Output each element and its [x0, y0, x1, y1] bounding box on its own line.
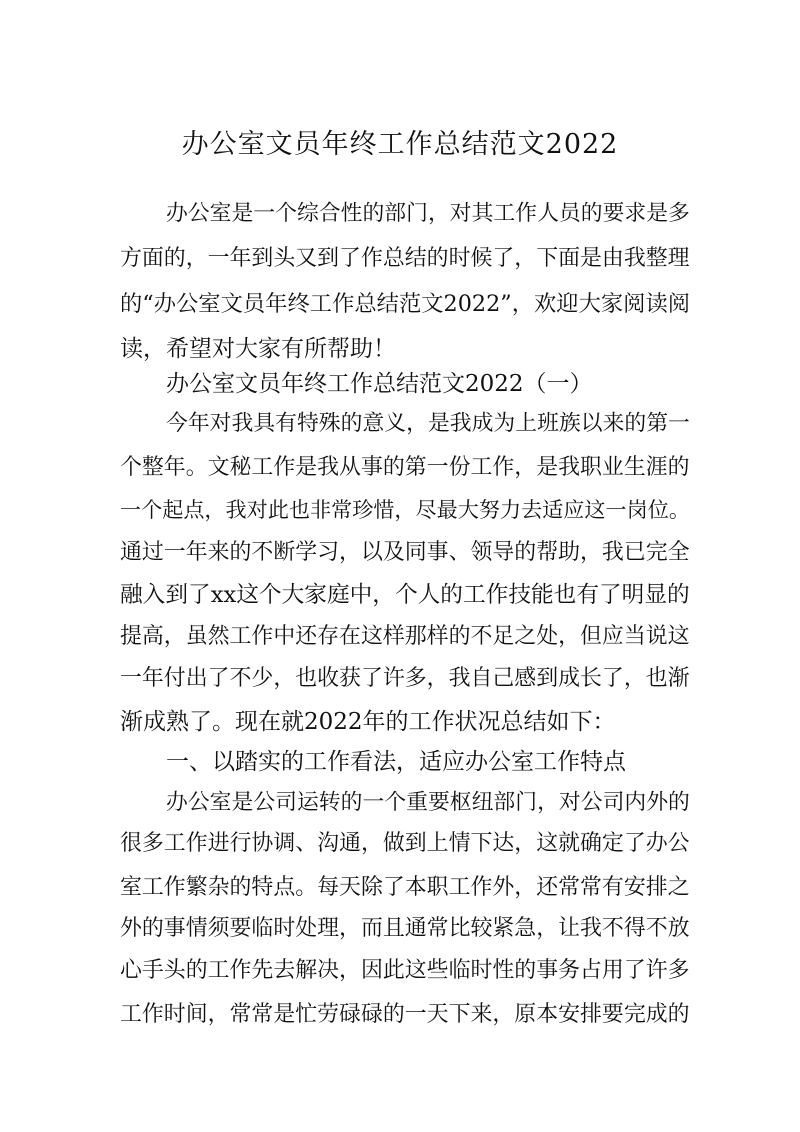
text-line: 一个起点，我对此也非常珍惜，尽最大努力去适应这一岗位。: [120, 497, 690, 522]
section-heading: 一、以踏实的工作看法，适应办公室工作特点: [166, 749, 626, 775]
text-line: 今年对我具有特殊的意义，是我成为上班族以来的第一: [166, 411, 690, 436]
text-line: 融入到了xx这个大家庭中，个人的工作技能也有了明显的: [120, 582, 690, 608]
text-line: 读，希望对大家有所帮助！: [120, 336, 396, 362]
text-line: 提高，虽然工作中还存在这样那样的不足之处，但应当说这: [120, 624, 690, 649]
text-line: 办公室是一个综合性的部门，对其工作人员的要求是多: [166, 201, 690, 226]
document-title: 办公室文员年终工作总结范文2022: [181, 129, 619, 160]
text-line: 渐成熟了。现在就2022年的工作状况总结如下：: [120, 709, 616, 735]
text-line: 外的事情须要临时处理，而且通常比较紧急，让我不得不放: [120, 916, 690, 941]
text-line: 一年付出了不少，也收获了许多，我自己感到成长了，也渐: [120, 666, 690, 691]
text-line: 通过一年来的不断学习，以及同事、领导的帮助，我已完全: [120, 540, 690, 565]
text-line: 心手头的工作先去解决，因此这些临时性的事务占用了许多: [120, 958, 690, 983]
section-heading: 办公室文员年终工作总结范文2022（一）: [166, 371, 593, 397]
text-line: 方面的，一年到头又到了作总结的时候了，下面是由我整理: [120, 246, 690, 271]
text-line: 工作时间，常常是忙劳碌碌的一天下来，原本安排要完成的: [120, 1002, 690, 1027]
text-line: 很多工作进行协调、沟通，做到上情下达，这就确定了办公: [120, 831, 690, 856]
text-line: 的“办公室文员年终工作总结范文2022”，欢迎大家阅读阅: [120, 291, 691, 317]
text-line: 个整年。文秘工作是我从事的第一份工作，是我职业生涯的: [120, 455, 690, 480]
text-line: 办公室是公司运转的一个重要枢纽部门，对公司内外的: [166, 790, 690, 815]
text-line: 室工作繁杂的特点。每天除了本职工作外，还常常有安排之: [120, 875, 690, 900]
